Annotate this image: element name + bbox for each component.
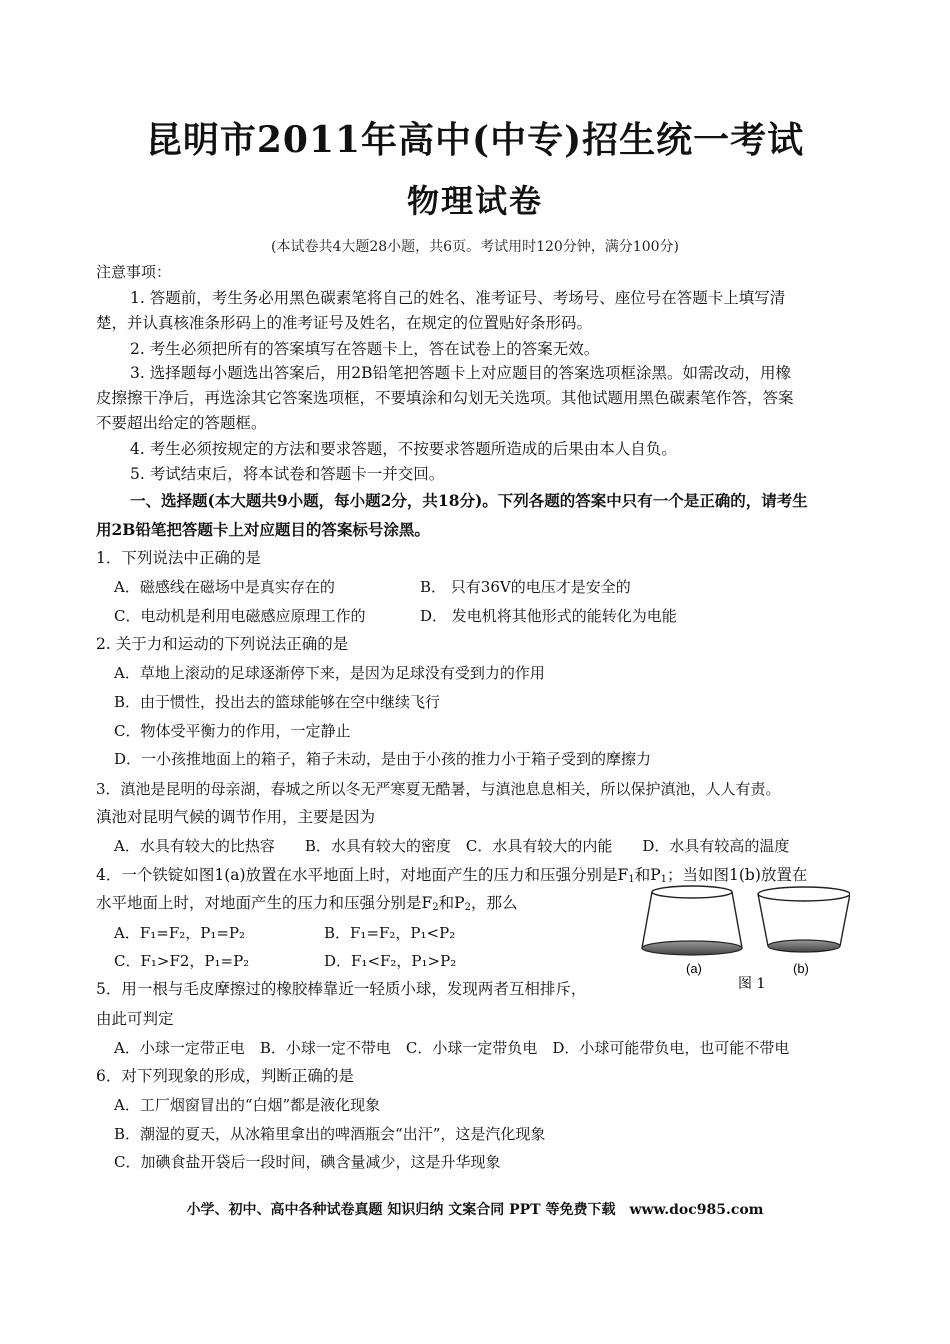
exam-info: (本试卷共4大题28小题，共6页。考试用时120分钟，满分100分) — [271, 239, 679, 255]
option: A．工厂烟窗冒出的“白烟”都是液化现象 — [114, 1096, 381, 1114]
figure-1-frustums — [640, 880, 850, 990]
option: B．潮湿的夏天，从冰箱里拿出的啤酒瓶会“出汗”，这是汽化现象 — [114, 1125, 546, 1143]
figure-label-b: (b) — [793, 961, 809, 976]
notice-line: 楚，并认真核准条形码上的准考证号及姓名，在规定的位置贴好条形码。 — [96, 314, 593, 332]
option: C．物体受平衡力的作用，一定静止 — [114, 722, 351, 740]
option: C．电动机是利用电磁感应原理工作的 — [114, 607, 366, 625]
question-stem: 3．滇池是昆明的母亲湖，春城之所以冬无严寒夏无酷暑，与滇池息息相关，所以保护滇池，人人有责。 — [96, 780, 781, 798]
option-row: A．小球一定带正电 B．小球一定不带电 C．小球一定带负电 D．小球可能带负电，也可能不带电 — [114, 1039, 790, 1057]
question-stem: 由此可判定 — [96, 1010, 174, 1028]
question-stem: 5．用一根与毛皮摩擦过的橡胶棒靠近一轻质小球，发现两者互相排斥， — [96, 980, 587, 998]
page-title: 昆明市2011年高中(中专)招生统一考试 — [145, 119, 805, 161]
frustum-b — [758, 887, 850, 952]
option-row: A．水具有较大的比热容 B．水具有较大的密度 C．水具有较大的内能 D．水具有较高的温度 — [114, 837, 790, 855]
section-heading: 用2B铅笔把答题卡上对应题目的答案标号涂黑。 — [96, 520, 430, 539]
option: D．F₁<F₂，P₁>P₂ — [324, 952, 457, 970]
notice-line: 1. 答题前，考生务必用黑色碳素笔将自己的姓名、准考证号、考场号、座位号在答题卡上填写清 — [130, 289, 786, 307]
figure-label-a: (a) — [686, 961, 702, 976]
notice-line: 5. 考试结束后，将本试卷和答题卡一并交回。 — [130, 465, 445, 483]
option: A．草地上滚动的足球逐渐停下来，是因为足球没有受到力的作用 — [114, 664, 545, 682]
question-stem: 1．下列说法中正确的是 — [96, 549, 261, 567]
page-footer: 小学、初中、高中各种试卷真题 知识归纳 文案合同 PPT 等免费下载 www.doc985.com — [186, 1202, 764, 1218]
notice-heading: 注意事项： — [96, 263, 172, 281]
notice-line: 2. 考生必须把所有的答案填写在答题卡上，答在试卷上的答案无效。 — [130, 340, 600, 358]
question-stem: 6．对下列现象的形成，判断正确的是 — [96, 1067, 354, 1085]
notice-line: 皮擦擦干净后，再选涂其它答案选项框，不要填涂和勾划无关选项。其他试题用黑色碳素笔作答，答案 — [96, 389, 794, 407]
question-stem: 水平地面上时，对地面产生的压力和压强分别是$F_2$和$P_2$，那么 — [96, 894, 518, 913]
frustum-a — [642, 886, 742, 955]
option: B．F₁=F₂，P₁<P₂ — [324, 924, 456, 942]
page-subtitle: 物理试卷 — [406, 182, 543, 220]
section-heading: 一、选择题(本大题共9小题，每小题2分，共18分)。下列各题的答案中只有一个是正确的，请考生 — [130, 491, 808, 510]
option: A．磁感线在磁场中是真实存在的 — [114, 578, 335, 596]
option: D． 发电机将其他形式的能转化为电能 — [420, 607, 677, 625]
notice-line: 不要超出给定的答题框。 — [96, 414, 267, 432]
figure-caption: 图 1 — [738, 976, 766, 990]
option: D．一小孩推地面上的箱子，箱子未动，是由于小孩的推力小于箱子受到的摩擦力 — [114, 750, 652, 768]
option: B．由于惯性，投出去的篮球能够在空中继续飞行 — [114, 693, 441, 711]
option: A．F₁=F₂，P₁=P₂ — [114, 924, 246, 942]
notice-line: 3. 选择题每小题选出答案后，用2B铅笔把答题卡上对应题目的答案选项框涂黑。如需改动，用橡 — [130, 364, 791, 382]
option: C．F₁>F2，P₁=P₂ — [114, 952, 250, 970]
question-stem: 2. 关于力和运动的下列说法正确的是 — [96, 635, 349, 653]
question-stem: 滇池对昆明气候的调节作用，主要是因为 — [96, 808, 376, 826]
option: C．加碘食盐开袋后一段时间，碘含量减少，这是升华现象 — [114, 1153, 501, 1171]
notice-line: 4. 考生必须按规定的方法和要求答题，不按要求答题所造成的后果由本人自负。 — [130, 440, 677, 458]
option: B． 只有36V的电压才是安全的 — [420, 578, 631, 596]
question-stem: 4．一个铁锭如图1(a)放置在水平地面上时，对地面产生的压力和压强分别是$F_1$和$P_1$；当如图1(b)放置在 — [96, 866, 808, 885]
